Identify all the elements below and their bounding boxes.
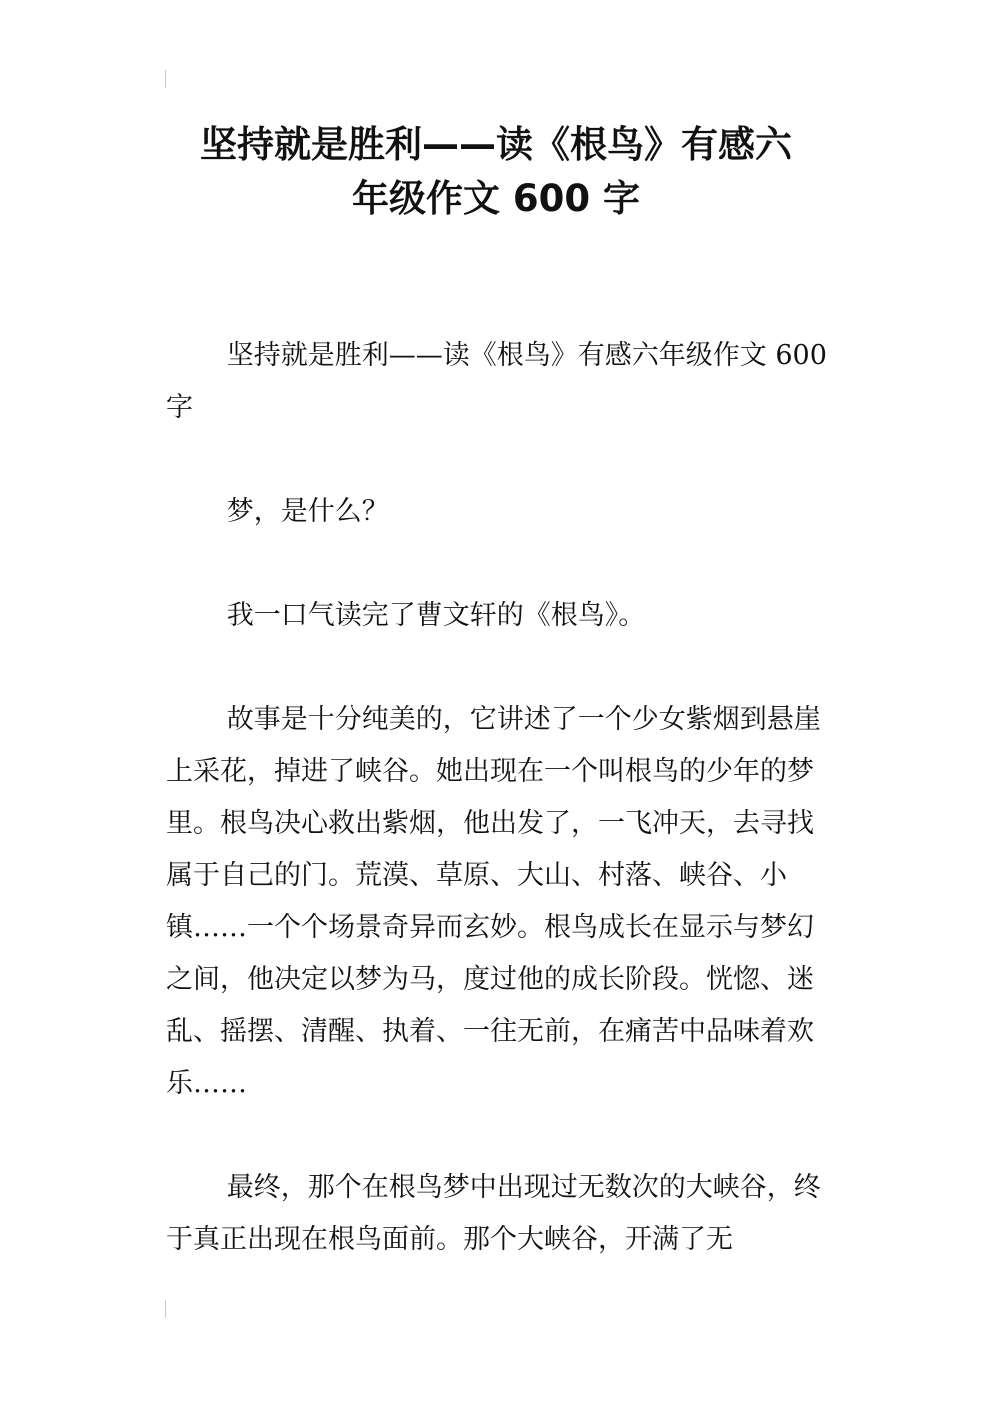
paragraph-subtitle: 坚持就是胜利——读《根鸟》有感六年级作文 600 字 <box>166 340 827 423</box>
paragraph-intro: 我一口气读完了曹文轩的《根鸟》。 <box>226 600 646 631</box>
page-corner-mark-top <box>165 70 166 88</box>
paragraph-story: 故事是十分纯美的，它讲述了一个少女紫烟到悬崖上采花，掉进了峡谷。她出现在一个叫根鸟的少年的梦里。根鸟决心救出紫烟，他出发了，一飞冲天，去寻找属于自己的门。荒漠、草原、大山、村落、峡谷、小镇……一个个场景奇异而玄妙。根鸟成长在显示与梦幻之间，他决定以梦为马，度过他的成长阶段。恍惚、迷乱、摇摆、清醒、执着、一往无前，在痛苦中品味着欢乐…… <box>166 704 821 1099</box>
page-corner-mark-bottom <box>165 1300 166 1318</box>
paragraph-question: 梦，是什么？ <box>226 496 389 527</box>
document-body <box>166 330 828 1266</box>
document-title-line-2: 年级作文 600 字 <box>352 177 640 220</box>
document-title <box>150 118 842 226</box>
document-title-line-1: 坚持就是胜利——读《根鸟》有感六 <box>200 123 792 166</box>
paragraph-ending: 最终，那个在根鸟梦中出现过无数次的大峡谷，终于真正出现在根鸟面前。那个大峡谷，开满了无 <box>166 1172 821 1255</box>
